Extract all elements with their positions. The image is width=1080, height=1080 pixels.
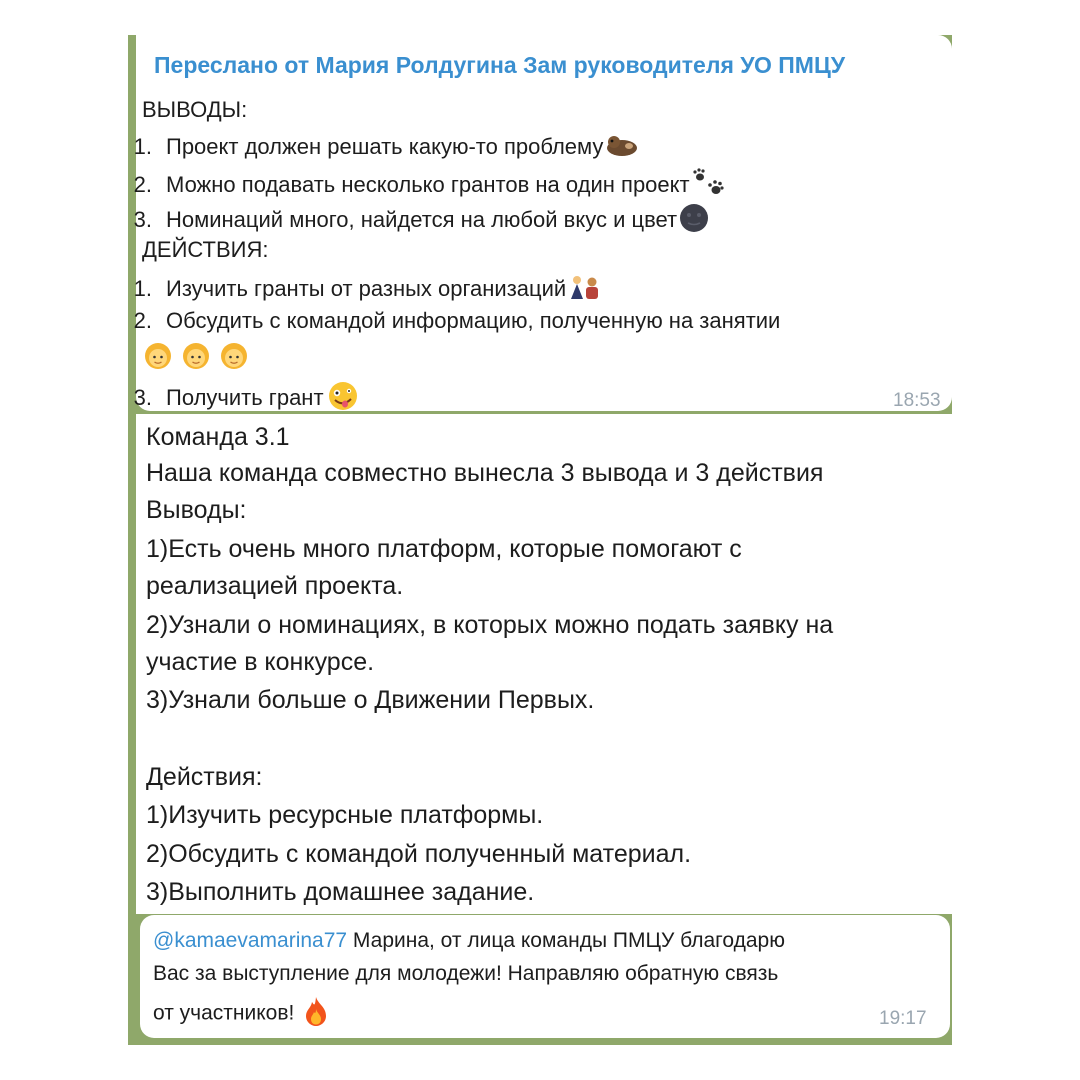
message-line: 3)Выполнить домашнее задание. [146,878,535,906]
message-line: Выводы: [146,496,247,524]
forwarded-from-label[interactable]: Переслано от Мария Ролдугина Зам руководителя УО ПМЦУ [154,52,846,78]
list-text: Номинаций много, найдется на любой вкус и цвет [166,206,678,232]
list-number: 1. [133,275,152,301]
conclusion-item-2 [118,168,726,204]
three-women-icon [142,340,258,377]
action-item-2 [118,308,780,334]
list-text: Обсудить с командой информацию, полученную на занятии [166,308,781,333]
conclusions-heading: ВЫВОДЫ: [142,97,248,122]
message-line: 1)Есть очень много платформ, которые помогают с [146,535,742,563]
actions-heading: ДЕЙСТВИЯ: [142,237,269,262]
message-line [153,995,330,1033]
message-line: Команда 3.1 [146,423,290,451]
action-item-1 [118,273,602,307]
list-text: Получить грант [166,384,324,410]
message-line: 2)Узнали о номинациях, в которых можно подать заявку на [146,611,834,639]
action-item-3 [118,380,360,418]
list-text: Можно подавать несколько грантов на один проект [166,171,690,197]
message-line: Наша команда совместно вынесла 3 вывода и 3 действия [146,459,824,487]
list-number: 3. [133,384,152,410]
list-number: 2. [133,308,152,333]
conclusion-item-3 [118,203,711,239]
fire-icon [302,995,330,1033]
message-text: Марина, от лица команды ПМЦУ благодарю [347,929,785,952]
list-text: Изучить гранты от разных организаций [166,275,567,301]
list-number: 3. [133,206,152,232]
list-number: 1. [133,133,152,159]
paw-prints-icon [692,168,726,204]
message-line: участие в конкурсе. [146,648,375,676]
list-text: Проект должен решать какую-то проблему [166,133,604,159]
message-text: от участников! [153,1001,295,1025]
message-time: 19:17 [879,1008,927,1029]
message-line: 1)Изучить ресурсные платформы. [146,801,544,829]
new-moon-face-icon [679,203,711,239]
family-icon [568,273,602,307]
message-line [153,929,785,953]
message-line: реализацией проекта. [146,572,404,600]
message-line: Действия: [146,763,263,791]
mention-link[interactable]: @kamaevamarina77 [153,929,348,952]
conclusion-item-1 [118,132,639,164]
zany-face-icon [326,380,360,418]
message-line: 2)Обсудить с командой полученный материал. [146,840,692,868]
message-line: 3)Узнали больше о Движении Первых. [146,686,595,714]
list-number: 2. [133,171,152,197]
otter-icon [605,132,639,164]
message-time: 18:53 [893,390,941,411]
message-line: Вас за выступление для молодежи! Направляю обратную связь [153,962,779,985]
